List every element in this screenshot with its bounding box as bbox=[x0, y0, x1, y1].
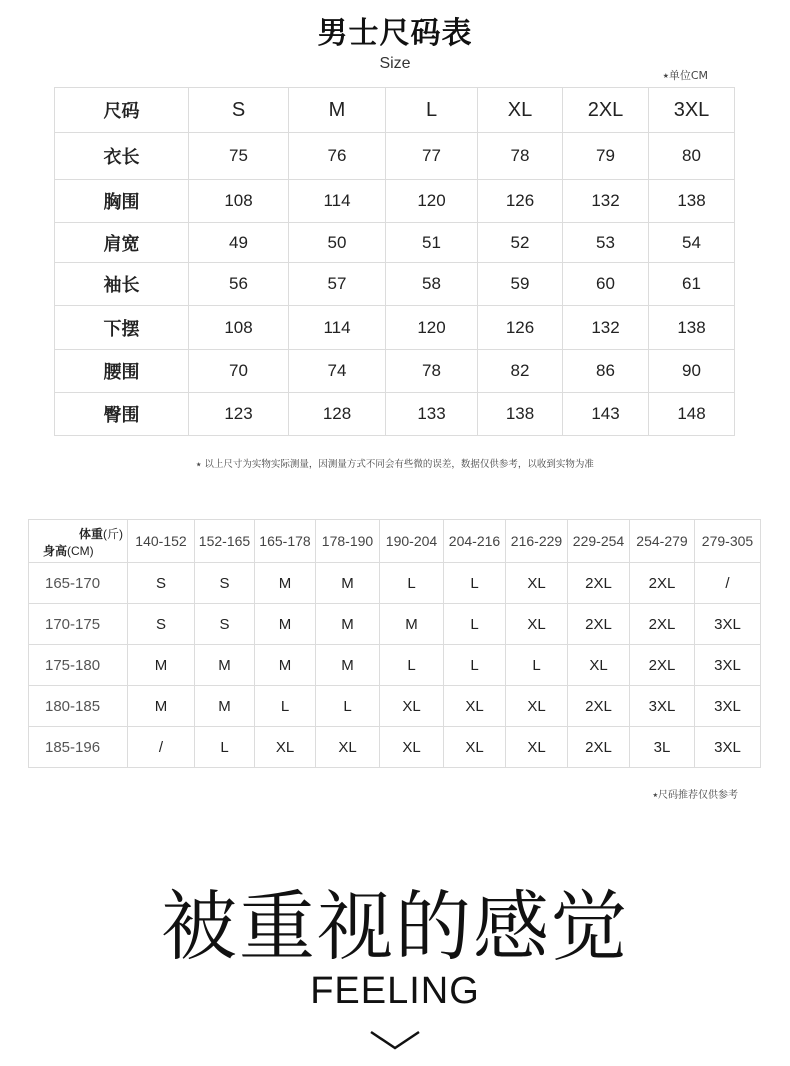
recommended-size-cell: L bbox=[506, 645, 568, 686]
recommended-size-cell: M bbox=[255, 563, 316, 604]
recommended-size-cell: M bbox=[255, 645, 316, 686]
measurement-value: 138 bbox=[478, 393, 563, 436]
recommended-size-cell: L bbox=[444, 645, 506, 686]
weight-range-cell: 204-216 bbox=[444, 520, 506, 563]
recommended-size-cell: XL bbox=[444, 727, 506, 768]
measurement-value: 59 bbox=[478, 263, 563, 306]
measurement-value: 108 bbox=[189, 306, 289, 350]
height-range-cell: 170-175 bbox=[29, 604, 128, 645]
measurement-value: 86 bbox=[563, 350, 649, 393]
size-header-cell: M bbox=[289, 88, 386, 133]
measurement-value: 74 bbox=[289, 350, 386, 393]
recommended-size-cell: M bbox=[316, 604, 380, 645]
recommended-size-cell: M bbox=[316, 563, 380, 604]
weight-range-cell: 165-178 bbox=[255, 520, 316, 563]
recommended-size-cell: XL bbox=[316, 727, 380, 768]
weight-range-cell: 254-279 bbox=[630, 520, 695, 563]
measurement-label: 腰围 bbox=[55, 350, 189, 393]
recommended-size-cell: L bbox=[195, 727, 255, 768]
measurement-value: 148 bbox=[649, 393, 735, 436]
measurement-value: 79 bbox=[563, 133, 649, 180]
height-row bbox=[29, 727, 761, 768]
size-header-row bbox=[55, 88, 735, 133]
measurement-value: 76 bbox=[289, 133, 386, 180]
recommended-size-cell: S bbox=[195, 604, 255, 645]
recommended-size-cell: 2XL bbox=[568, 727, 630, 768]
page-subtitle: Size bbox=[379, 55, 411, 72]
chevron-down-icon bbox=[369, 1028, 421, 1052]
recommended-size-cell: M bbox=[380, 604, 444, 645]
recommended-size-cell: XL bbox=[506, 563, 568, 604]
recommended-size-cell: XL bbox=[506, 604, 568, 645]
recommended-size-cell: M bbox=[255, 604, 316, 645]
page-title: 男士尺码表 bbox=[317, 16, 473, 51]
measurement-value: 114 bbox=[289, 180, 386, 223]
recommended-size-cell: XL bbox=[506, 686, 568, 727]
height-range-cell: 165-170 bbox=[29, 563, 128, 604]
height-header bbox=[43, 542, 94, 559]
recommended-size-cell: / bbox=[128, 727, 195, 768]
weight-header bbox=[79, 525, 123, 542]
measurement-value: 132 bbox=[563, 180, 649, 223]
recommended-size-cell: M bbox=[316, 645, 380, 686]
measurement-value: 49 bbox=[189, 223, 289, 263]
height-row bbox=[29, 686, 761, 727]
recommended-size-cell: 2XL bbox=[630, 563, 695, 604]
size-recommendation-table bbox=[28, 519, 761, 768]
weight-range-cell: 178-190 bbox=[316, 520, 380, 563]
measurement-value: 90 bbox=[649, 350, 735, 393]
size-row bbox=[55, 263, 735, 306]
measurement-value: 114 bbox=[289, 306, 386, 350]
size-header-cell: XL bbox=[478, 88, 563, 133]
measurement-value: 56 bbox=[189, 263, 289, 306]
recommended-size-cell: 2XL bbox=[630, 604, 695, 645]
size-chart-table bbox=[54, 87, 735, 436]
measurement-value: 77 bbox=[386, 133, 478, 180]
recommended-size-cell: 2XL bbox=[568, 604, 630, 645]
weight-range-cell: 216-229 bbox=[506, 520, 568, 563]
measurement-label: 肩宽 bbox=[55, 223, 189, 263]
weight-range-cell: 279-305 bbox=[695, 520, 761, 563]
recommended-size-cell: XL bbox=[506, 727, 568, 768]
height-label: 身高 bbox=[43, 544, 68, 558]
weight-range-cell: 229-254 bbox=[568, 520, 630, 563]
recommended-size-cell: 2XL bbox=[568, 686, 630, 727]
size-row bbox=[55, 306, 735, 350]
height-row bbox=[29, 563, 761, 604]
recommended-size-cell: XL bbox=[568, 645, 630, 686]
recommended-size-cell: L bbox=[316, 686, 380, 727]
recommended-size-cell: XL bbox=[380, 727, 444, 768]
height-unit: (CM) bbox=[67, 544, 94, 558]
measurement-value: 138 bbox=[649, 306, 735, 350]
recommended-size-cell: S bbox=[195, 563, 255, 604]
recommended-size-cell: 3XL bbox=[695, 645, 761, 686]
size-header-cell: L bbox=[386, 88, 478, 133]
recommended-size-cell: M bbox=[128, 645, 195, 686]
weight-range-cell: 140-152 bbox=[128, 520, 195, 563]
recommended-size-cell: L bbox=[444, 563, 506, 604]
recommended-size-cell: 3XL bbox=[695, 604, 761, 645]
size-header-label: 尺码 bbox=[55, 88, 189, 133]
measurement-value: 53 bbox=[563, 223, 649, 263]
measurement-value: 120 bbox=[386, 306, 478, 350]
measurement-value: 123 bbox=[189, 393, 289, 436]
recommended-size-cell: M bbox=[128, 686, 195, 727]
recommended-size-cell: 2XL bbox=[568, 563, 630, 604]
measurement-value: 78 bbox=[386, 350, 478, 393]
measurement-value: 133 bbox=[386, 393, 478, 436]
measurement-value: 120 bbox=[386, 180, 478, 223]
recommended-size-cell: XL bbox=[380, 686, 444, 727]
weight-range-cell: 152-165 bbox=[195, 520, 255, 563]
weight-unit: (斤) bbox=[103, 527, 123, 541]
size-row bbox=[55, 223, 735, 263]
recommended-size-cell: / bbox=[695, 563, 761, 604]
measurement-value: 82 bbox=[478, 350, 563, 393]
size-header-cell: 3XL bbox=[649, 88, 735, 133]
measurement-value: 128 bbox=[289, 393, 386, 436]
recommended-size-cell: M bbox=[195, 686, 255, 727]
weight-header-row bbox=[29, 520, 761, 563]
size-row bbox=[55, 393, 735, 436]
measurement-value: 51 bbox=[386, 223, 478, 263]
measurement-footnote: ⭑ 以上尺寸为实物实际测量，因测量方式不同会有些微的误差，数据仅供参考，以收到实物为准 bbox=[196, 459, 594, 470]
slogan: 被重视的感觉 bbox=[161, 882, 629, 971]
measurement-label: 下摆 bbox=[55, 306, 189, 350]
corner-header-cell bbox=[29, 520, 128, 563]
height-row bbox=[29, 604, 761, 645]
unit-note: ⭑单位CM bbox=[662, 69, 708, 82]
measurement-value: 126 bbox=[478, 180, 563, 223]
recommended-size-cell: L bbox=[380, 563, 444, 604]
recommended-size-cell: XL bbox=[444, 686, 506, 727]
recommended-size-cell: 3XL bbox=[695, 727, 761, 768]
size-row bbox=[55, 350, 735, 393]
measurement-label: 袖长 bbox=[55, 263, 189, 306]
measurement-label: 衣长 bbox=[55, 133, 189, 180]
measurement-value: 80 bbox=[649, 133, 735, 180]
recommended-size-cell: 3XL bbox=[630, 686, 695, 727]
measurement-value: 58 bbox=[386, 263, 478, 306]
slogan-english: FEELING bbox=[310, 970, 480, 1012]
measurement-value: 57 bbox=[289, 263, 386, 306]
measurement-value: 138 bbox=[649, 180, 735, 223]
height-row bbox=[29, 645, 761, 686]
measurement-value: 78 bbox=[478, 133, 563, 180]
recommended-size-cell: S bbox=[128, 563, 195, 604]
recommended-size-cell: 3L bbox=[630, 727, 695, 768]
measurement-label: 胸围 bbox=[55, 180, 189, 223]
recommended-size-cell: L bbox=[444, 604, 506, 645]
measurement-value: 132 bbox=[563, 306, 649, 350]
measurement-value: 108 bbox=[189, 180, 289, 223]
height-range-cell: 185-196 bbox=[29, 727, 128, 768]
recommendation-footnote: ⭑尺码推荐仅供参考 bbox=[652, 790, 738, 801]
size-row bbox=[55, 180, 735, 223]
measurement-value: 126 bbox=[478, 306, 563, 350]
measurement-value: 70 bbox=[189, 350, 289, 393]
recommended-size-cell: XL bbox=[255, 727, 316, 768]
measurement-value: 52 bbox=[478, 223, 563, 263]
measurement-value: 50 bbox=[289, 223, 386, 263]
weight-range-cell: 190-204 bbox=[380, 520, 444, 563]
recommended-size-cell: 3XL bbox=[695, 686, 761, 727]
recommended-size-cell: S bbox=[128, 604, 195, 645]
measurement-value: 75 bbox=[189, 133, 289, 180]
size-header-cell: 2XL bbox=[563, 88, 649, 133]
weight-label: 体重 bbox=[78, 527, 103, 541]
measurement-value: 61 bbox=[649, 263, 735, 306]
measurement-value: 60 bbox=[563, 263, 649, 306]
measurement-value: 54 bbox=[649, 223, 735, 263]
recommended-size-cell: L bbox=[380, 645, 444, 686]
size-row bbox=[55, 133, 735, 180]
height-range-cell: 180-185 bbox=[29, 686, 128, 727]
recommended-size-cell: M bbox=[195, 645, 255, 686]
measurement-value: 143 bbox=[563, 393, 649, 436]
measurement-label: 臀围 bbox=[55, 393, 189, 436]
size-header-cell: S bbox=[189, 88, 289, 133]
recommended-size-cell: 2XL bbox=[630, 645, 695, 686]
height-range-cell: 175-180 bbox=[29, 645, 128, 686]
recommended-size-cell: L bbox=[255, 686, 316, 727]
